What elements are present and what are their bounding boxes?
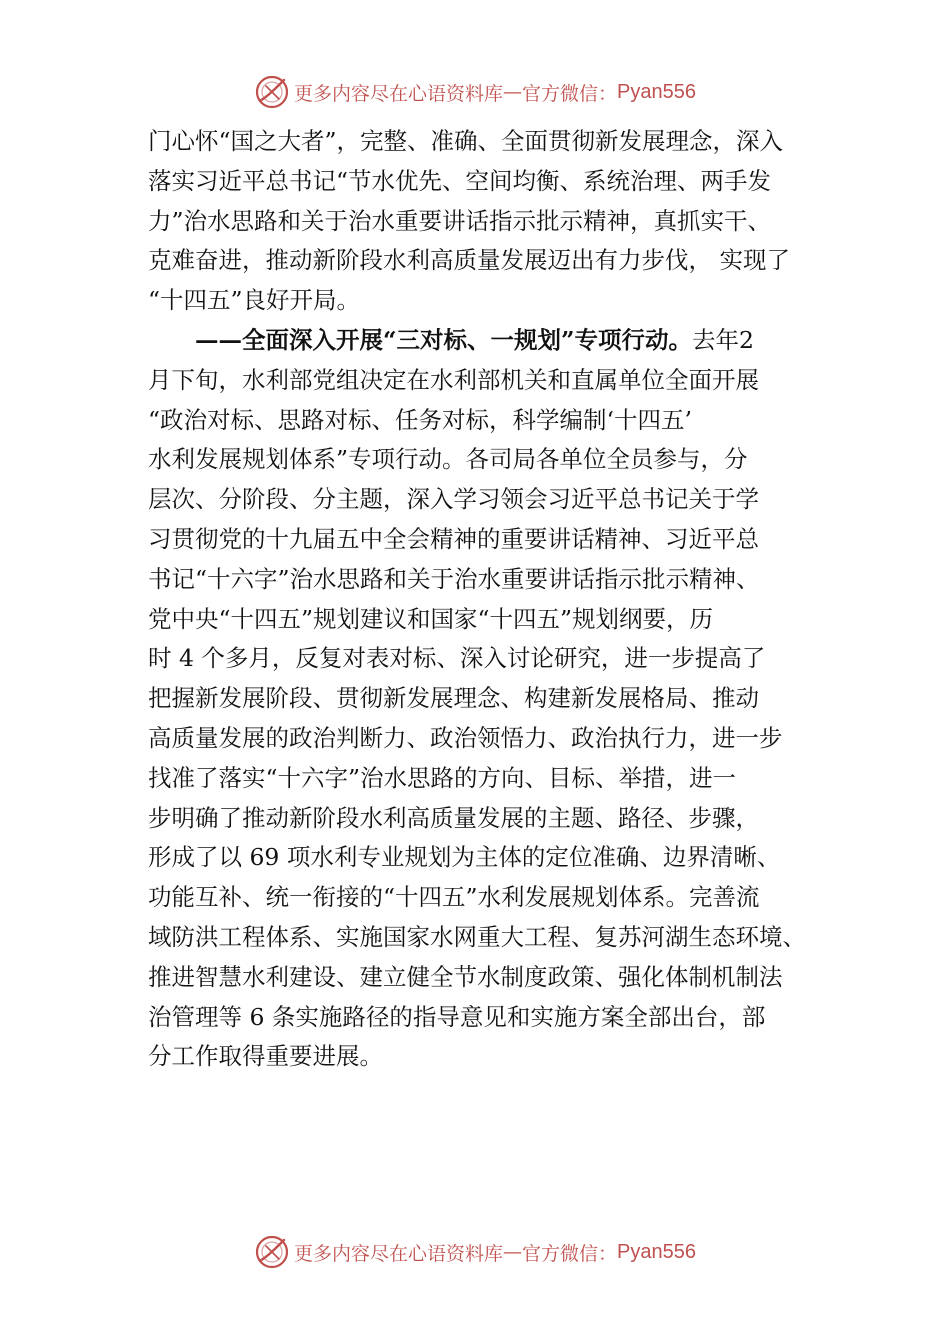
brand-logo-icon [254, 1234, 290, 1270]
text-line: 门心怀“国之大者”，完整、准确、全面贯彻新发展理念，深入 [148, 127, 784, 155]
footer-brand-text: 更多内容尽在心语资料库 [294, 1242, 504, 1265]
text-line: 习贯彻党的十九届五中全会精神的重要讲话精神、习近平总 [148, 524, 759, 553]
header-account: Pyan556 [617, 80, 696, 103]
footer-watermark [0, 1232, 950, 1272]
text-line: 力”治水思路和关于治水重要讲话指示批示精神，真抓实干、 [148, 206, 772, 235]
header-watermark [0, 72, 950, 112]
text-line: 高质量发展的政治判断力、政治领悟力、政治执行力，进一步 [148, 723, 783, 752]
text-line: 推进智慧水利建设、建立健全节水制度政策、强化体制机制法 [148, 962, 783, 991]
header-separator: — [503, 81, 523, 103]
document-body [148, 122, 828, 1077]
footer-account: Pyan556 [617, 1240, 696, 1263]
brand-logo-icon [254, 74, 290, 110]
text-line: 水利发展规划体系”专项行动。各司局各单位全员参与，分 [148, 445, 748, 474]
section-heading-line [148, 321, 828, 361]
text-line: 形成了以 69 项水利专业规划为主体的定位准确、边界清晰、 [148, 843, 781, 872]
text-line: 层次、分阶段、分主题，深入学习领会习近平总书记关于学 [148, 485, 759, 514]
text-line: 党中央“十四五”规划建议和国家“十四五”规划纲要，历 [148, 604, 714, 633]
header-brand-text: 更多内容尽在心语资料库 [294, 82, 504, 105]
header-wechat-label: 官方微信： [522, 82, 618, 105]
section-heading: ——全面深入开展“三对标、一规划”专项行动。 [195, 325, 693, 354]
text-line: 找准了落实“十六字”治水思路的方向、目标、举措，进一 [148, 763, 737, 792]
text-line: 步明确了推动新阶段水利高质量发展的主题、路径、步骤， [148, 803, 759, 832]
text-line: 功能互补、统一衔接的“十四五”水利发展规划体系。完善流 [148, 883, 760, 912]
text-line: 克难奋进，推动新阶段水利高质量发展迈出有力步伐， 实现了 [148, 246, 790, 275]
text-line: 书记“十六字”治水思路和关于治水重要讲话指示批示精神、 [148, 564, 760, 593]
text-line: 时 4 个多月，反复对表对标、深入讨论研究，进一步提高了 [148, 644, 766, 673]
text-line: 落实习近平总书记“节水优先、空间均衡、系统治理、两手发 [148, 166, 772, 195]
text-line: “十四五”良好开局。 [148, 286, 361, 315]
text-line: 域防洪工程体系、实施国家水网重大工程、复苏河湖生态环境、 [148, 922, 806, 951]
text-line: 月下旬，水利部党组决定在水利部机关和直属单位全面开展 [148, 365, 759, 394]
text-line: “政治对标、思路对标、任务对标，科学编制‘十四五’ [148, 405, 692, 434]
text-line: 分工作取得重要进展。 [148, 1042, 383, 1071]
footer-separator: — [503, 1241, 523, 1263]
footer-wechat-label: 官方微信： [522, 1242, 618, 1265]
text-line: 把握新发展阶段、贯彻新发展理念、构建新发展格局、推动 [148, 684, 759, 713]
text-line: 治管理等 6 条实施路径的指导意见和实施方案全部出台，部 [148, 1002, 766, 1031]
text-segment: 去年2 [692, 325, 754, 354]
